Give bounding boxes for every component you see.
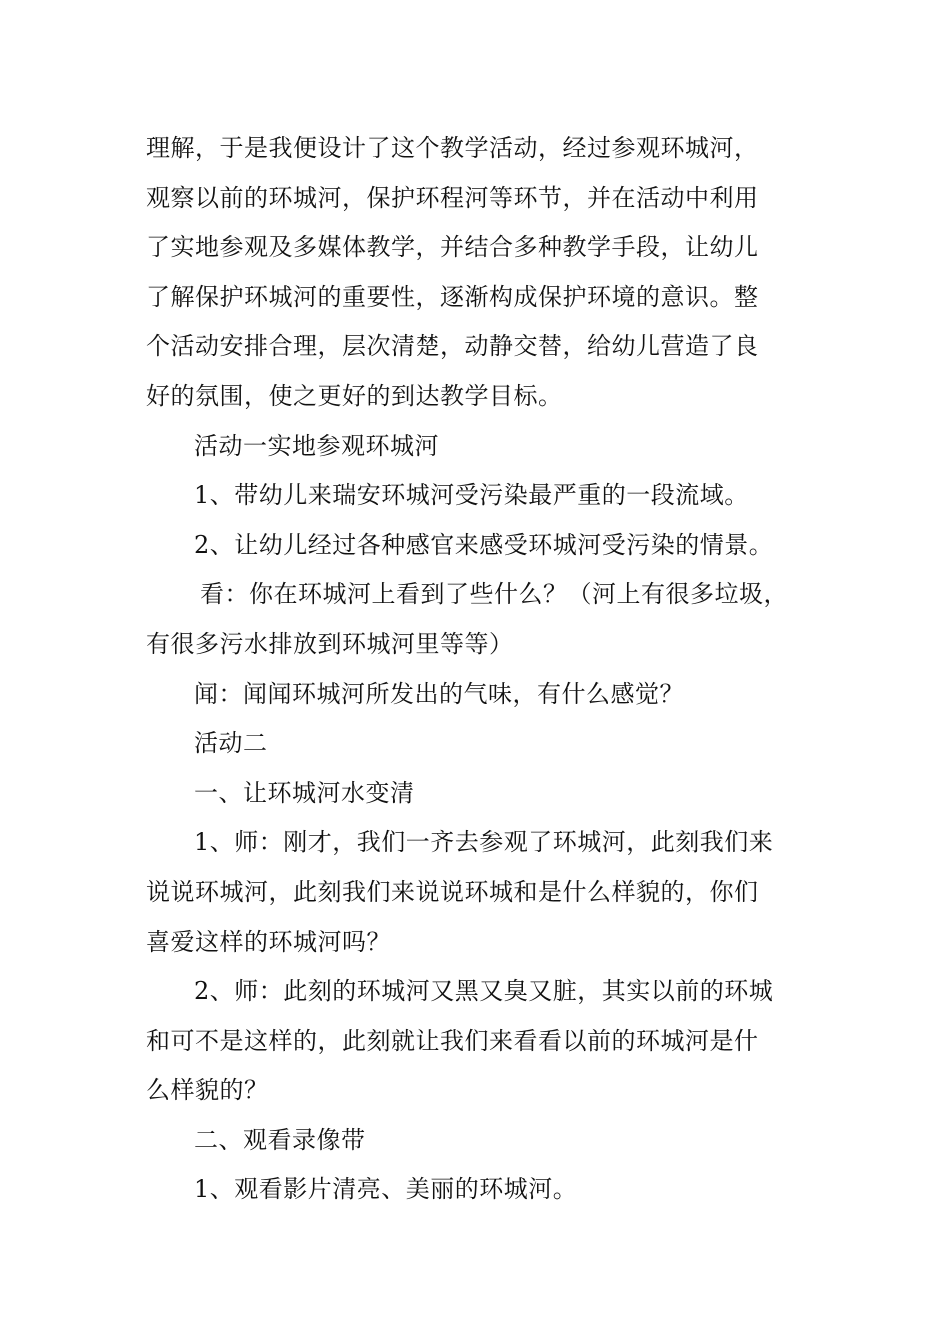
paragraph-line: 么样貌的？ (146, 1076, 269, 1105)
paragraph-line: 和可不是这样的，此刻就让我们来看看以前的环城河是什 (146, 1026, 759, 1055)
section-heading: 活动一实地参观环城河 (194, 431, 439, 460)
document-body (146, 124, 814, 1215)
list-item: 1、师：刚才，我们一齐去参观了环城河，此刻我们来 (194, 828, 774, 857)
paragraph-line: 个活动安排合理，层次清楚，动静交替，给幼儿营造了良 (146, 332, 759, 361)
paragraph-line: 闻：闻闻环城河所发出的气味，有什么感觉？ (194, 679, 684, 708)
paragraph-line: 看：你在环城河上看到了些什么？（河上有很多垃圾， (200, 580, 788, 609)
list-item: 1、带幼儿来瑞安环城河受污染最严重的一段流域。 (194, 481, 749, 510)
paragraph-line: 理解，于是我便设计了这个教学活动，经过参观环城河， (146, 134, 759, 162)
paragraph-line: 有很多污水排放到环城河里等等） (146, 629, 514, 658)
list-item: 2、师：此刻的环城河又黑又臭又脏，其实以前的环城 (194, 977, 774, 1006)
paragraph-line: 好的氛围，使之更好的到达教学目标。 (146, 381, 563, 410)
list-item: 2、让幼儿经过各种感官来感受环城河受污染的情景。 (194, 530, 774, 559)
paragraph-line: 观察以前的环城河，保护环程河等环节，并在活动中利用 (146, 183, 759, 212)
paragraph-line: 说说环城河，此刻我们来说说环城和是什么样貌的，你们 (146, 877, 759, 906)
subsection-heading: 二、观看录像带 (194, 1125, 366, 1154)
list-item: 1、观看影片清亮、美丽的环城河。 (194, 1175, 578, 1204)
paragraph-line: 了解保护环城河的重要性，逐渐构成保护环境的意识。整 (146, 282, 759, 311)
subsection-heading: 一、让环城河水变清 (194, 778, 415, 807)
paragraph-line: 喜爱这样的环城河吗？ (146, 927, 391, 956)
paragraph-line: 了实地参观及多媒体教学，并结合多种教学手段，让幼儿 (146, 233, 759, 262)
section-heading: 活动二 (194, 729, 268, 758)
